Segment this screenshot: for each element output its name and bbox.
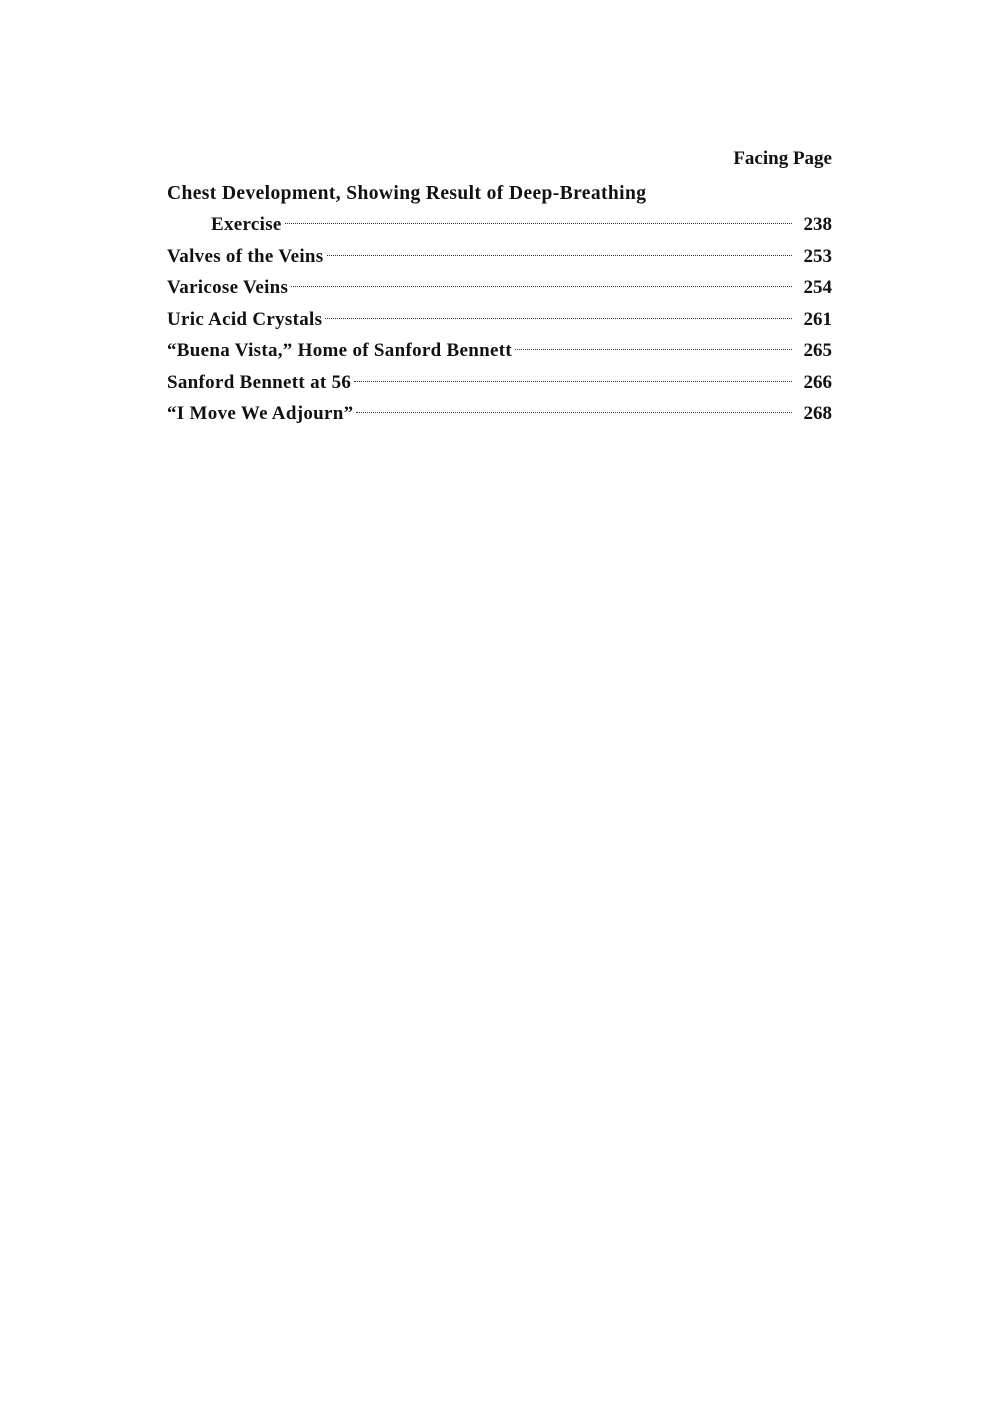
dot-leader xyxy=(354,381,792,382)
list-item xyxy=(167,304,832,336)
page-number: 268 xyxy=(803,403,832,424)
list-item xyxy=(167,272,832,304)
list-item xyxy=(167,241,832,273)
list-item xyxy=(167,335,832,367)
dot-leader xyxy=(356,412,792,413)
page-number: 261 xyxy=(803,308,832,330)
entry-title-line-1: Chest Development, Showing Result of Deep-Breathing xyxy=(167,183,647,204)
page-number: 238 xyxy=(803,214,832,235)
dot-leader xyxy=(285,223,792,224)
dot-leader xyxy=(291,286,792,287)
entry-title-line-2: Exercise xyxy=(211,214,282,235)
dot-leader xyxy=(515,349,792,350)
dot-leader xyxy=(325,318,792,319)
entry-title: “Buena Vista,” Home of Sanford Bennett xyxy=(167,340,512,361)
entry-title: Varicose Veins xyxy=(167,277,289,298)
entry-title: Uric Acid Crystals xyxy=(167,308,323,330)
page-number: 265 xyxy=(803,340,832,361)
facing-page-header: Facing Page xyxy=(733,148,832,169)
list-item xyxy=(167,398,832,430)
list-item xyxy=(167,367,832,399)
page-number: 254 xyxy=(803,277,832,298)
page-number: 253 xyxy=(803,245,832,267)
entry-row xyxy=(167,209,832,241)
list-item xyxy=(167,178,832,241)
entry-title: Sanford Bennett at 56 xyxy=(167,371,352,393)
dot-leader xyxy=(327,255,793,256)
entry-title: “I Move We Adjourn” xyxy=(167,403,354,424)
entry-title: Valves of the Veins xyxy=(167,245,324,267)
page-number: 266 xyxy=(803,371,832,393)
illustrations-list xyxy=(167,178,832,430)
